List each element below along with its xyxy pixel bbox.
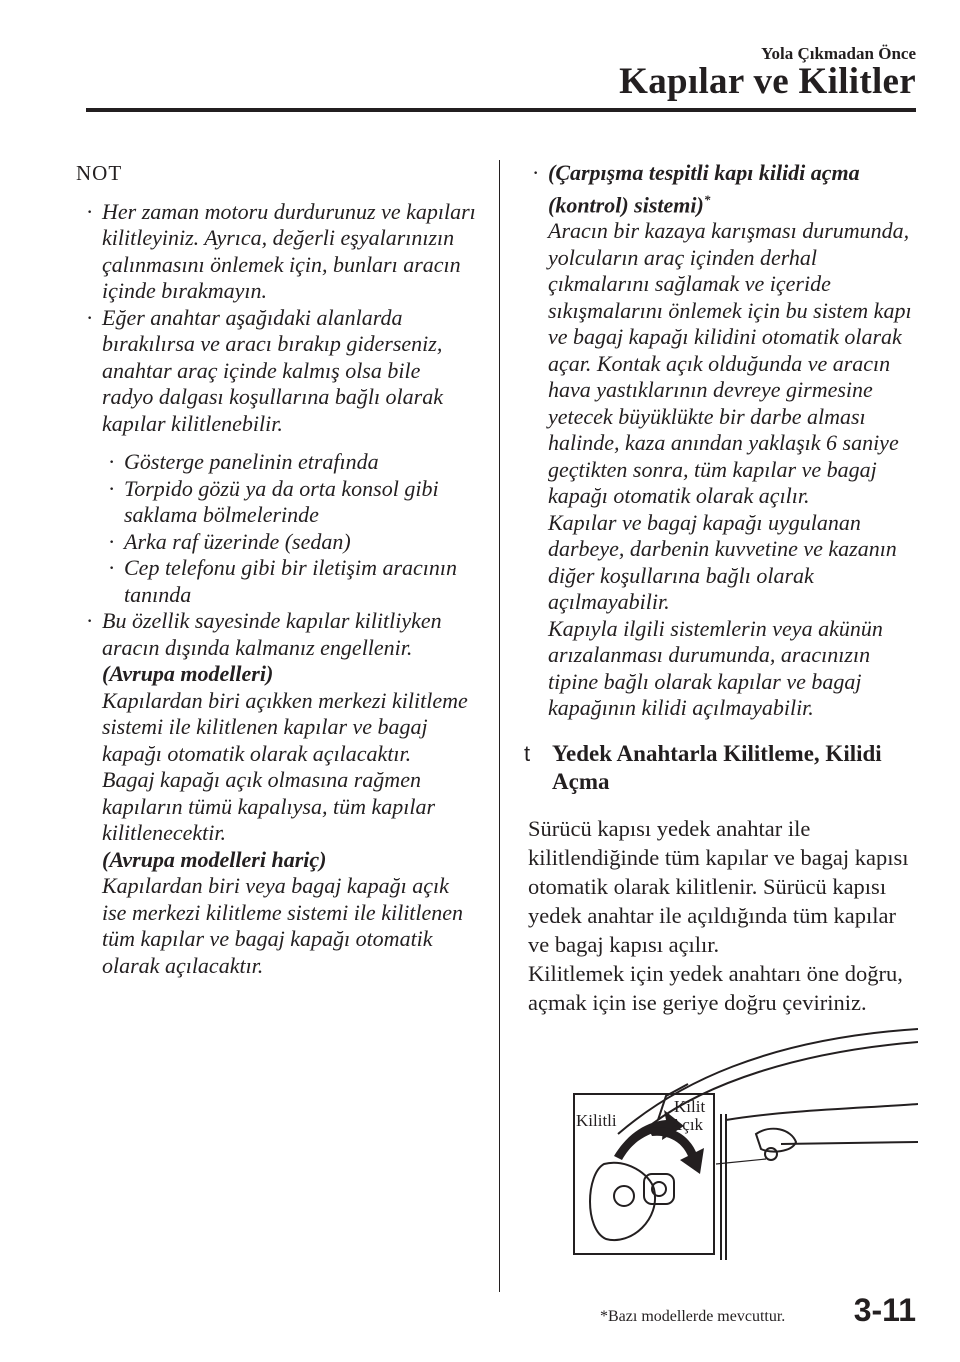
section-heading: t Yedek Anahtarla Kilitleme, Kilidi Açma <box>524 740 882 794</box>
crash-paragraph: Kapılar ve bagaj kapağı uygulanan darbeye, darbenin kuvvetine ve kazanın diğer koşullarına bağlı olarak açılmayabilir. <box>548 509 897 615</box>
right-column <box>524 160 920 1017</box>
footnote-star: * <box>703 191 711 207</box>
note-bullet: · Bu özellik sayesinde kapılar kilitliyken aracın dışında kalmanız engellenir. (Avrupa modelleri) Kapılardan biri açıkken merkezi kilitleme sistemi ile kilitlenen kapılar ve bagaj kapağı otomatik olarak açılacaktır. Bagaj kapağı açık olmasına rağmen kapıların tümü kapalıysa, tüm kapılar kilitlenecektir. (Avrupa modelleri hariç) Kapılardan biri veya bagaj kapağı açık ise merkezi kilitleme sistemi ile kilitlenen tüm kapılar ve bagaj kapağı otomatik olarak açılacaktır. <box>76 608 476 979</box>
section-marker-icon: t <box>524 740 531 766</box>
section-subtitle: Yola Çıkmadan Önce <box>761 44 916 63</box>
door-handle <box>756 1129 796 1152</box>
page-number: 3-11 <box>853 1292 916 1328</box>
crash-unlock-title: (Çarpışma tespitli kapı kilidi açma (kontrol) sistemi)* <box>548 160 860 217</box>
eu-paragraph: Bagaj kapağı açık olmasına rağmen kapıların tümü kapalıysa, tüm kapılar kilitlenecektir. <box>102 767 436 845</box>
bullet3-text: Bu özellik sayesinde kapılar kilitliyken aracın dışında kalmanız engellenir. <box>102 608 442 660</box>
crash-unlock-bullet: · (Çarpışma tespitli kapı kilidi açma (kontrol) sistemi)* Aracın bir kazaya karışması durumunda, yolcuların araç içinden derhal çıkmalarını sağlamak ve içeride sıkışmalarını önlemek için bu sistem kapı ve bagaj kapağı kilidini otomatik olarak açar. Kontak açık olduğunda ve aracın hava yastıklarının devreye girmesine yetecek büyüklükte bir darbe alması halinde, kaza anından yaklaşık 6 saniye geçtikten sonra, tüm kapılar ve bagaj kapağı otomatik olarak açılır. Kapılar ve bagaj kapağı uygulanan darbeye, darbenin kuvvetine ve kazanın diğer koşullarına bağlı olarak açılmayabilir. Kapıyla ilgili sistemlerin veya akünün arızalanması durumunda, aracınızın tipine bağlı olarak kapılar ve bagaj kapağının kilidi açılmayabilir. <box>528 160 920 722</box>
eu-paragraph: Kapılardan biri açıkken merkezi kilitleme sistemi ile kilitlenen kapılar ve bagaj kapağı otomatik olarak açılacaktır. <box>102 687 468 766</box>
note-sub-bullet: · Torpido gözü ya da orta konsol gibi saklama bölmelerinde <box>108 475 439 527</box>
car-roof-line <box>618 1029 918 1134</box>
lock-label: Kilitli <box>576 1111 617 1130</box>
body-paragraph: Sürücü kapısı yedek anahtar ile kilitlendiğinde tüm kapılar ve bagaj kapısı otomatik olarak kilitlenir. Sürücü kapısı yedek anahtar ile açıldığında tüm kapılar ve bagaj kapısı açılır. <box>528 815 909 957</box>
note-bullet: · Eğer anahtar aşağıdaki alanlarda bırakılırsa ve aracı bırakıp giderseniz, anahtar araç içinde kalmış olsa bile radyo dalgası koşullarına bağlı olarak kapılar kilitlenebilir. <box>86 304 443 436</box>
door-panel <box>726 1104 918 1120</box>
crash-paragraph: Kapıyla ilgili sistemlerin veya akünün arızalanması durumunda, aracınızın tipine bağlı olarak kapılar ve bagaj kapağının kilidi açılmayabilir. <box>548 615 883 721</box>
noneu-heading: (Avrupa modelleri hariç) <box>102 846 327 872</box>
header-rule <box>86 108 916 112</box>
left-column <box>76 160 476 979</box>
column-divider <box>499 160 500 1292</box>
note-sub-bullet: · Gösterge panelinin etrafında <box>108 449 379 474</box>
page-title: Kapılar ve Kilitler <box>619 61 916 102</box>
note-bullet: · Her zaman motoru durdurunuz ve kapıları kilitleyiniz. Ayrıca, değerli eşyalarınızın çalınmasını önlemek için, bunları aracın içinde bırakmayın. <box>86 198 476 303</box>
eu-heading: (Avrupa modelleri) <box>102 661 274 686</box>
body-text <box>528 814 920 1017</box>
footnote: *Bazı modellerde mevcuttur. <box>600 1308 786 1325</box>
crash-paragraph: Aracın bir kazaya karışması durumunda, yolcuların araç içinden derhal çıkmalarını sağlamak ve içeride sıkışmalarını önlemek için bu sistem kapı ve bagaj kapağı kilidini otomatik olarak açar. Kontak açık olduğunda ve aracın hava yastıklarının devreye girmesine yetecek büyüklükte bir darbe alması halinde, kaza anından yaklaşık 6 saniye geçtikten sonra, tüm kapılar ve bagaj kapağı otomatik olarak açılır. <box>548 218 912 509</box>
door-key-illustration <box>566 1024 918 1260</box>
noneu-paragraph: Kapılardan biri veya bagaj kapağı açık ise merkezi kilitleme sistemi ile kilitlenen tüm kapılar ve bagaj kapağı otomatik olarak açılacaktır. <box>102 873 464 978</box>
unlock-label-line2: Açık <box>670 1115 704 1134</box>
unlock-label-line1: Kilit <box>674 1097 706 1116</box>
note-sub-bullet: · Cep telefonu gibi bir iletişim aracının tanında <box>108 555 458 607</box>
unlock-arrow-icon <box>648 1127 704 1174</box>
body-paragraph: Kilitlemek için yedek anahtarı öne doğru, açmak için ise geriye doğru çeviriniz. <box>528 960 903 1015</box>
note-sub-bullet: · Arka raf üzerinde (sedan) <box>108 528 351 554</box>
note-label: NOT <box>76 161 123 185</box>
